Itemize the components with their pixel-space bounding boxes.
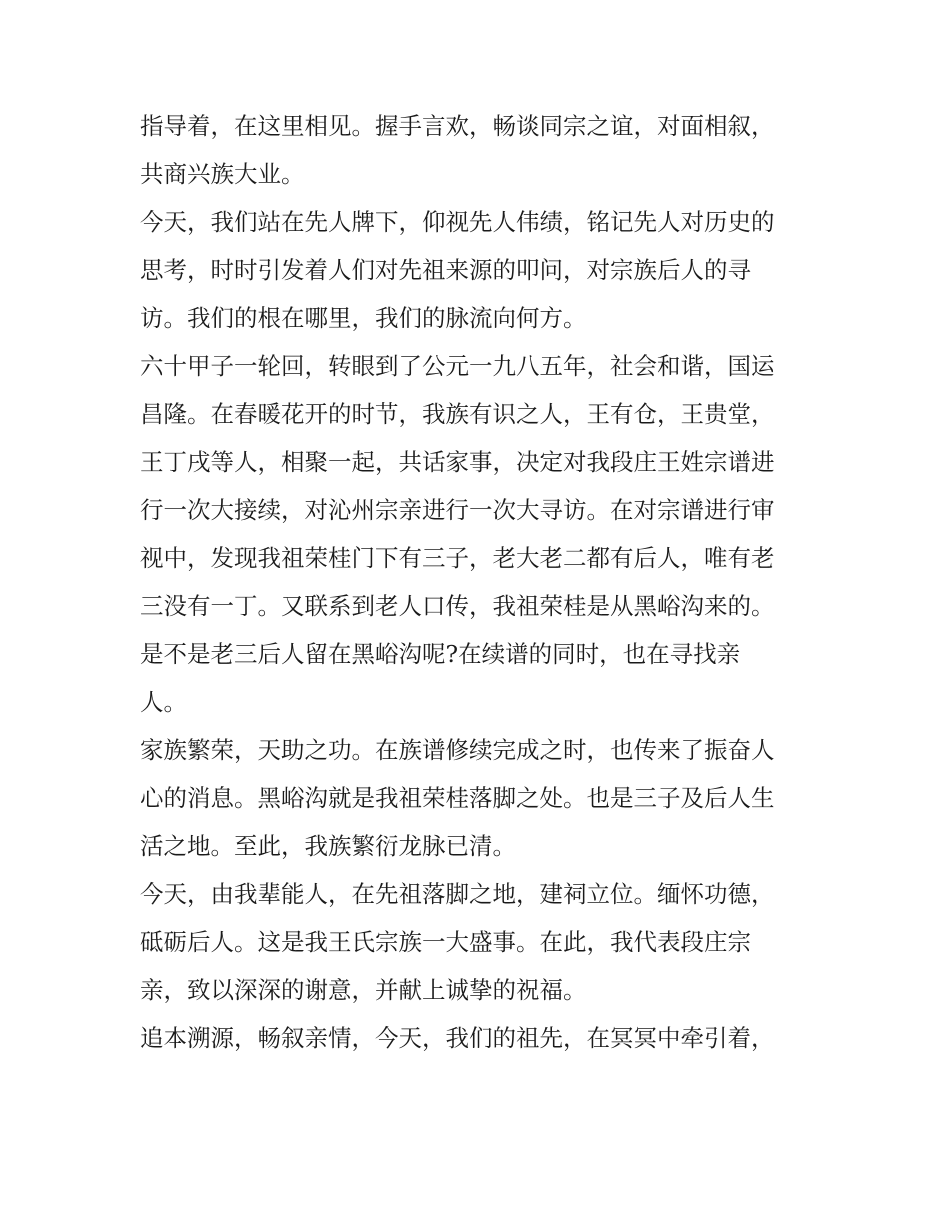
text-line: 追本溯源，畅叙亲情，今天，我们的祖先，在冥冥中牵引着，: [140, 1024, 775, 1052]
text-line: 行一次大接续，对沁州宗亲进行一次大寻访。在对宗谱进行审: [140, 496, 775, 524]
text-line: 人。: [140, 688, 187, 716]
text-line: 活之地。至此，我族繁衍龙脉已清。: [140, 832, 516, 860]
text-line: 访。我们的根在哪里，我们的脉流向何方。: [140, 304, 587, 332]
text-line: 砥砺后人。这是我王氏宗族一大盛事。在此，我代表段庄宗: [140, 928, 751, 956]
text-line: 思考，时时引发着人们对先祖来源的叩问，对宗族后人的寻: [140, 256, 751, 284]
text-line: 三没有一丁。又联系到老人口传，我祖荣桂是从黑峪沟来的。: [140, 592, 775, 620]
text-line: 王丁戌等人，相聚一起，共话家事，决定对我段庄王姓宗谱进: [140, 448, 775, 476]
text-line: 亲，致以深深的谢意，并献上诚挚的祝福。: [140, 976, 587, 1004]
text-line: 共商兴族大业。: [140, 160, 305, 188]
text-line: 六十甲子一轮回，转眼到了公元一九八五年，社会和谐，国运: [140, 352, 775, 380]
text-line: 家族繁荣，天助之功。在族谱修续完成之时，也传来了振奋人: [140, 736, 775, 764]
text-line: 是不是老三后人留在黑峪沟呢?在续谱的同时，也在寻找亲: [140, 640, 741, 668]
text-line: 指导着，在这里相见。握手言欢，畅谈同宗之谊，对面相叙，: [140, 112, 775, 140]
text-line: 昌隆。在春暖花开的时节，我族有识之人，王有仓，王贵堂，: [140, 400, 775, 428]
document-body: [140, 102, 820, 1062]
text-line: 视中，发现我祖荣桂门下有三子，老大老二都有后人，唯有老: [140, 544, 775, 572]
text-line: 今天，由我辈能人，在先祖落脚之地，建祠立位。缅怀功德，: [140, 880, 775, 908]
text-line: 今天，我们站在先人牌下，仰视先人伟绩，铭记先人对历史的: [140, 208, 775, 236]
text-line: 心的消息。黑峪沟就是我祖荣桂落脚之处。也是三子及后人生: [140, 784, 775, 812]
